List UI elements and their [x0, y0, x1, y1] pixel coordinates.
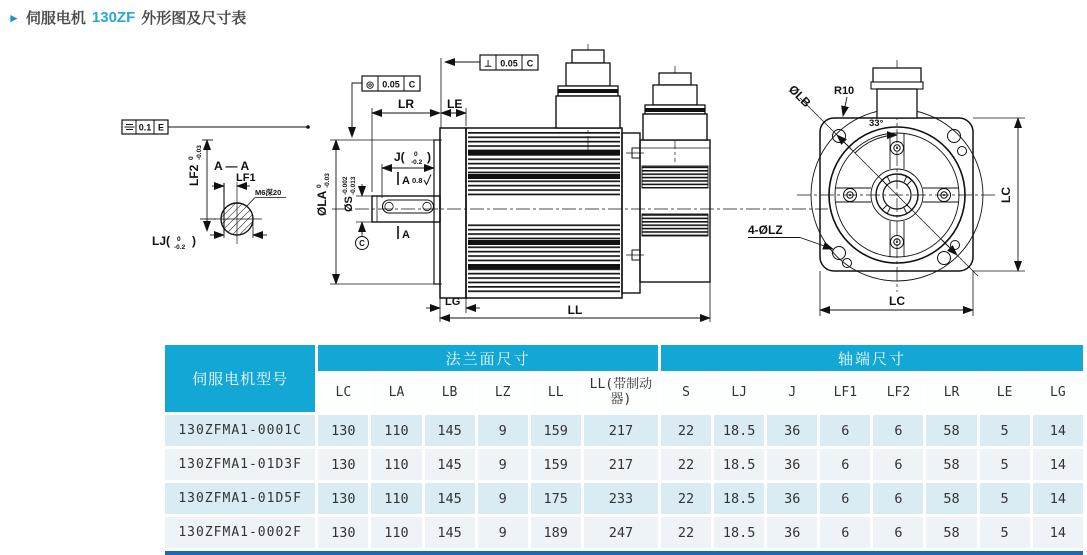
value-cell: 130: [318, 449, 368, 480]
table-row: [165, 483, 1083, 514]
value-cell: 22: [661, 449, 711, 480]
dim-lr-label: LR: [398, 97, 414, 111]
thread-callout: M6深20: [255, 188, 282, 197]
column-header: LF1: [820, 374, 870, 412]
dim-lf2-label: [187, 145, 203, 186]
column-header-model: 伺服电机型号: [165, 345, 315, 412]
value-cell: 6: [820, 415, 870, 446]
svg-text:): ): [427, 150, 431, 164]
value-cell: 36: [767, 517, 817, 548]
column-header: LG: [1033, 374, 1083, 412]
dim-lj-label: [152, 234, 196, 251]
dimension-table: [162, 342, 1086, 555]
svg-text:LJ(: LJ(: [152, 234, 170, 248]
column-header: LB: [425, 374, 475, 412]
datum-c: C: [359, 239, 365, 248]
table-bottom-bar: [165, 551, 1083, 555]
column-header: LE: [980, 374, 1030, 412]
dim-lc-right-label: [999, 187, 1013, 203]
dim-le-label: LE: [447, 97, 463, 111]
svg-text:LF2: LF2: [187, 164, 201, 186]
title-prefix: 伺服电机: [25, 10, 86, 27]
model-cell: 130ZFMA1-0002F: [165, 517, 315, 548]
value-cell: 145: [425, 483, 475, 514]
value-cell: 175: [531, 483, 581, 514]
svg-text:-0.03: -0.03: [324, 173, 331, 188]
svg-text:-0.013: -0.013: [350, 176, 357, 195]
value-cell: 18.5: [714, 517, 764, 548]
dim-lf1-label: LF1: [236, 172, 256, 184]
value-cell: 18.5: [714, 483, 764, 514]
value-cell: 6: [873, 483, 923, 514]
section-label: A — A: [214, 159, 250, 173]
roughness-value: 0.8: [412, 176, 423, 185]
group-header-flange: 法兰面尺寸: [318, 345, 658, 371]
value-cell: 22: [661, 415, 711, 446]
section-mark-bottom: A: [402, 229, 410, 241]
value-cell: 159: [531, 415, 581, 446]
svg-text:-0.002: -0.002: [342, 176, 349, 195]
value-cell: 58: [926, 415, 976, 446]
value-cell: 6: [873, 415, 923, 446]
value-cell: 130: [318, 483, 368, 514]
dim-la-label: [315, 173, 331, 216]
value-cell: 110: [371, 449, 421, 480]
gdt-symmetry-datum: E: [157, 122, 165, 133]
column-header: LJ: [714, 374, 764, 412]
title-marker-icon: ►: [8, 10, 20, 25]
dim-lc-bottom-label: LC: [889, 294, 905, 308]
value-cell: 9: [478, 517, 528, 548]
value-cell: 9: [478, 415, 528, 446]
svg-text:-0.2: -0.2: [411, 159, 423, 166]
value-cell: 6: [873, 449, 923, 480]
value-cell: 110: [371, 517, 421, 548]
value-cell: 14: [1033, 517, 1083, 548]
svg-text:0: 0: [177, 236, 181, 243]
front-view: [748, 60, 1025, 316]
value-cell: 58: [926, 517, 976, 548]
column-header: LL: [531, 374, 581, 412]
svg-text:): ): [192, 234, 196, 248]
gdt-concentricity-value: 0.05: [382, 79, 400, 90]
value-cell: 110: [371, 483, 421, 514]
column-header: LC: [318, 374, 368, 412]
gdt-perpendicularity-datum: C: [526, 58, 534, 69]
group-header-shaft: 轴端尺寸: [661, 345, 1083, 371]
value-cell: 110: [371, 415, 421, 446]
value-cell: 217: [584, 415, 658, 446]
gdt-perpendicularity-value: 0.05: [500, 58, 518, 69]
dim-lg-label: LG: [445, 296, 461, 308]
svg-text:-0.2: -0.2: [174, 244, 186, 251]
table-row: [165, 517, 1083, 548]
svg-text:ØS: ØS: [343, 196, 355, 212]
value-cell: 6: [820, 517, 870, 548]
value-cell: 159: [531, 449, 581, 480]
value-cell: 189: [531, 517, 581, 548]
column-header: S: [661, 374, 711, 412]
dim-j-label: [394, 150, 431, 166]
svg-text:ØLB: ØLB: [785, 82, 814, 111]
value-cell: 58: [926, 483, 976, 514]
value-cell: 145: [425, 517, 475, 548]
value-cell: 9: [478, 483, 528, 514]
side-view: [315, 44, 828, 322]
column-header: J: [767, 374, 817, 412]
value-cell: 6: [820, 483, 870, 514]
value-cell: 14: [1033, 415, 1083, 446]
value-cell: 22: [661, 483, 711, 514]
holes-callout: 4-ØLZ: [748, 223, 783, 237]
value-cell: 247: [584, 517, 658, 548]
value-cell: 145: [425, 449, 475, 480]
dim-lb-label: [786, 82, 814, 110]
column-header: LL(带制动器): [584, 374, 658, 412]
value-cell: 5: [980, 517, 1030, 548]
value-cell: 36: [767, 483, 817, 514]
roughness-check-icon: [424, 175, 431, 185]
model-cell: 130ZFMA1-0001C: [165, 415, 315, 446]
value-cell: 233: [584, 483, 658, 514]
model-cell: 130ZFMA1-01D3F: [165, 449, 315, 480]
value-cell: 217: [584, 449, 658, 480]
corner-radius-label: R10: [834, 85, 855, 97]
gdt-concentricity-datum: C: [408, 79, 416, 90]
left-detail-view: [122, 120, 310, 251]
column-header: LZ: [478, 374, 528, 412]
value-cell: 14: [1033, 483, 1083, 514]
column-header: LR: [926, 374, 976, 412]
column-header: LF2: [873, 374, 923, 412]
value-cell: 9: [478, 449, 528, 480]
title-suffix: 外形图及尺寸表: [141, 10, 247, 27]
value-cell: 130: [318, 415, 368, 446]
value-cell: 22: [661, 517, 711, 548]
svg-text:ØLA: ØLA: [315, 190, 329, 216]
title-model: 130ZF: [91, 9, 136, 26]
svg-text:J(: J(: [394, 150, 405, 164]
value-cell: 36: [767, 449, 817, 480]
gdt-symmetry-value: 0.1: [138, 122, 152, 133]
svg-text:0: 0: [188, 156, 195, 160]
svg-text:-0.03: -0.03: [196, 145, 203, 160]
dim-ll-label: LL: [567, 303, 583, 317]
svg-text:LC: LC: [999, 187, 1013, 203]
value-cell: 18.5: [714, 415, 764, 446]
gdt-perpendicularity-symbol: ⊥: [484, 58, 492, 69]
value-cell: 145: [425, 415, 475, 446]
value-cell: 18.5: [714, 449, 764, 480]
value-cell: 130: [318, 517, 368, 548]
symmetry-icon: [125, 125, 135, 130]
value-cell: 36: [767, 415, 817, 446]
value-cell: 14: [1033, 449, 1083, 480]
svg-text:0: 0: [414, 151, 418, 158]
model-cell: 130ZFMA1-01D5F: [165, 483, 315, 514]
value-cell: 5: [980, 415, 1030, 446]
section-mark-top: A: [402, 175, 410, 187]
svg-text:0: 0: [316, 184, 323, 188]
gdt-concentricity-symbol: ◎: [366, 79, 374, 90]
value-cell: 5: [980, 483, 1030, 514]
value-cell: 6: [820, 449, 870, 480]
value-cell: 5: [980, 449, 1030, 480]
value-cell: 58: [926, 449, 976, 480]
value-cell: 6: [873, 517, 923, 548]
table-row: [165, 449, 1083, 480]
table-row: [165, 415, 1083, 446]
angle-label: 33°: [869, 118, 884, 129]
column-header: LA: [371, 374, 421, 412]
dim-s-label: [342, 176, 357, 212]
